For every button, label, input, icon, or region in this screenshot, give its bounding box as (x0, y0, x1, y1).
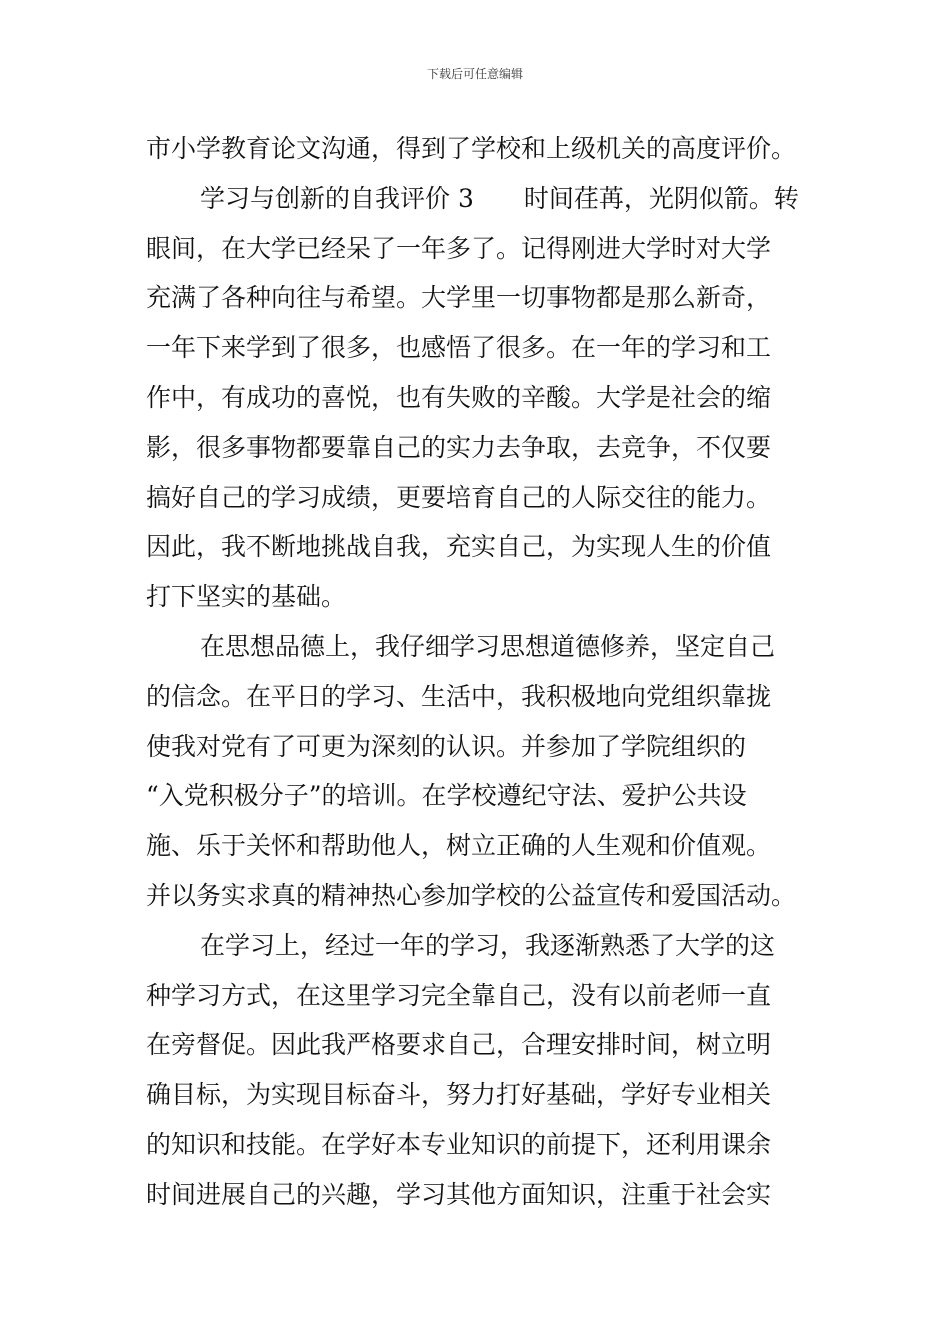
text-line: 的知识和技能。在学好本专业知识的前提下，还利用课余 (146, 1129, 772, 1159)
document-body (146, 124, 808, 1220)
text-line: 打下坚实的基础。 (146, 582, 347, 612)
text-line: 一年下来学到了很多，也感悟了很多。在一年的学习和工 (146, 333, 772, 363)
text-line: 使我对党有了可更为深刻的认识。并参加了学院组织的 (146, 731, 747, 761)
text-line-section-heading: 学习与创新的自我评价 3 时间荏苒，光阴似箭。转 (200, 183, 799, 213)
text-line: 施、乐于关怀和帮助他人，树立正确的人生观和价值观。 (146, 831, 772, 861)
text-line: 因此，我不断地挑战自我，充实自己，为实现人生的价值 (146, 532, 772, 562)
text-line: 作中，有成功的喜悦，也有失败的辛酸。大学是社会的缩 (146, 382, 772, 412)
text-line: 充满了各种向往与希望。大学里一切事物都是那么新奇， (146, 283, 772, 313)
text-line: 眼间，在大学已经呆了一年多了。记得刚进大学时对大学 (146, 233, 772, 263)
text-line-paragraph-start: 在学习上，经过一年的学习，我逐渐熟悉了大学的这 (200, 930, 776, 960)
text-line: 种学习方式，在这里学习完全靠自己，没有以前老师一直 (146, 980, 772, 1010)
text-line: 搞好自己的学习成绩，更要培育自己的人际交往的能力。 (146, 482, 772, 512)
page-header: 下载后可任意编辑 (426, 67, 523, 81)
text-line: 确目标，为实现目标奋斗，努力打好基础，学好专业相关 (146, 1080, 772, 1110)
text-line: 并以务实求真的精神热心参加学校的公益宣传和爱国活动。 (146, 880, 797, 910)
text-line: 时间进展自己的兴趣，学习其他方面知识，注重于社会实 (146, 1179, 772, 1209)
text-line: 的信念。在平日的学习、生活中，我积极地向党组织靠拢 (146, 681, 772, 711)
text-line: 在旁督促。因此我严格要求自己，合理安排时间，树立明 (146, 1030, 772, 1060)
text-line: 影，很多事物都要靠自己的实力去争取，去竞争，不仅要 (146, 432, 772, 462)
text-line: “入党积极分子”的培训。在学校遵纪守法、爱护公共设 (146, 781, 747, 811)
text-line: 市小学教育论文沟通，得到了学校和上级机关的高度评价。 (146, 134, 797, 163)
text-line-paragraph-start: 在思想品德上，我仔细学习思想道德修养，坚定自己 (200, 631, 776, 661)
